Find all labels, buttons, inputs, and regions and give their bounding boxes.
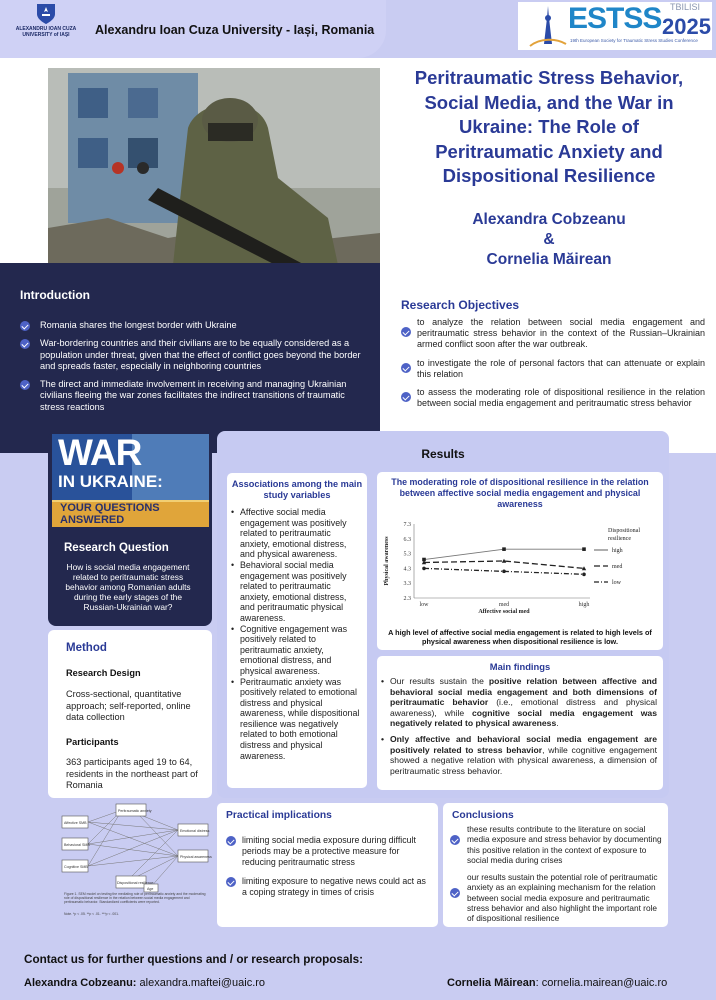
chart-caption: A high level of affective social media engagement is related to high levels of physical awareness when dispositional resilience is low. — [388, 628, 652, 647]
participants-text: 363 participants aged 19 to 64, residents in the northeast part of Romania — [66, 757, 198, 790]
check-icon — [20, 380, 30, 390]
practical-item: limiting social media exposure during difficult periods may be a protective measure for reducing peritraumatic stress — [226, 835, 431, 867]
intro-item: War-bordering countries and their civilians are to be equally considered as a population under threat, given that the effect of conflict goes beyond the border and spreads faster, especially in neighboring countries — [20, 338, 370, 372]
chart-y-label: Physical awareness — [384, 536, 390, 586]
chart-y-tick-label: 4.3 — [403, 566, 411, 573]
associations-list — [231, 507, 361, 761]
chart-point-high — [582, 547, 586, 551]
legend-entry-high: high — [612, 548, 623, 554]
conference-logo-word: ESTSS — [568, 2, 662, 35]
chart-x-label: Affective social med — [478, 609, 530, 615]
research-question-title: Research Question — [64, 542, 169, 554]
diagram-note: Note. *p < .05. **p < .01. ***p < .001. — [64, 912, 119, 916]
participants-label: Participants — [66, 737, 119, 747]
chart-y-tick-label: 5.3 — [403, 551, 411, 558]
university-logo-text — [14, 26, 78, 38]
chart-y-tick-label: 7.3 — [403, 522, 411, 528]
war-in-ukraine-image — [52, 434, 209, 527]
contact-name-1: Alexandra Cobzeanu: — [24, 977, 137, 989]
chart-x-tick-label: low — [419, 602, 429, 608]
practical-implications-list — [226, 835, 431, 907]
check-icon — [226, 877, 236, 887]
objective-item: to assess the moderating role of dispositional resilience in the relation between social media engagement and peritraumatic stress behavior — [401, 387, 705, 409]
method-title: Method — [66, 642, 107, 654]
check-icon — [20, 339, 30, 349]
main-findings-title: Main findings — [489, 661, 551, 672]
practical-item: limiting exposure to negative news could act as a coping strategy in times of crisis — [226, 876, 431, 898]
diagram-node-anxiety: Peritraumatic anxiety — [118, 809, 152, 813]
diagram-node-age: Age — [147, 887, 154, 891]
logo-line-1: ALEXANDRU IOAN CUZA — [15, 26, 77, 32]
chart-y-tick-label: 3.3 — [403, 581, 411, 588]
conference-year: 2025 — [662, 14, 711, 39]
objectives-list — [401, 317, 705, 416]
introduction-list — [20, 320, 370, 420]
conference-city: TBILISI — [670, 2, 701, 12]
association-item: • Peritraumatic anxiety was positively related to emotional distress and physical awareness, while dispositional resilience was negatively related to both emotional distress and physical awareness. — [231, 677, 361, 762]
legend-title-line-1: Dispositional — [608, 528, 641, 534]
association-item: • Cognitive engagement was positively related to peritraumatic anxiety, emotional distress, and physical awareness. — [231, 624, 361, 677]
legend-title-line-2: resilience — [608, 536, 631, 542]
association-item: • Affective social media engagement was positively related to peritraumatic anxiety, emotional distress, and physical awareness. — [231, 507, 361, 560]
conclusion-item: these results contribute to the literature on social media exposure and stress behavior by documenting this positive relation in the context of exposure to social media during crises — [450, 824, 662, 865]
objectives-title: Research Objectives — [401, 298, 520, 312]
check-icon — [401, 327, 411, 337]
crest-icon — [35, 2, 57, 26]
author-block — [400, 210, 698, 270]
war-image-line3: YOUR QUESTIONS — [60, 502, 160, 514]
check-icon — [20, 321, 30, 331]
legend-entry-low: low — [612, 580, 621, 586]
diagram-caption: Figure 1. SEM model on testing the mediating role of peritraumatic anxiety and the moderating role of dispositional resilience in the relation between social media engagement and peritraumatic behavior. Standardized coefficients were reported. — [64, 892, 206, 904]
check-icon — [226, 836, 236, 846]
diagram-node-affective: Affective SMB — [64, 821, 87, 825]
contact-name-2: Cornelia Măirean — [447, 977, 536, 989]
contact-email-1[interactable]: alexandra.maftei@uaic.ro — [136, 977, 266, 989]
chart-point-low — [502, 570, 506, 574]
finding-item: • Our results sustain the positive relation between affective and behavioral social media engagement and both dimensions of peritraumatic behavior (i.e., emotional distress and physical awareness), while cognitive social media engagement was negatively related to physical awareness. — [381, 676, 657, 729]
university-logo — [14, 2, 78, 50]
check-icon — [450, 888, 460, 898]
chart-point-low — [422, 567, 426, 571]
research-design-label: Research Design — [66, 668, 141, 678]
diagram-node-resilience: Dispositional resilience — [117, 881, 154, 885]
author-2: Cornelia Măirean — [486, 251, 612, 268]
chart-x-tick-label: med — [498, 602, 510, 608]
main-findings-list — [381, 676, 657, 781]
legend-entry-med: med — [612, 564, 623, 570]
diagram-node-physical: Physical awareness — [180, 855, 212, 859]
chart-y-tick-label: 6.3 — [403, 536, 411, 543]
research-question-text: How is social media engagement related to peritraumatic stress behavior among Romanian adults during the early stages of the Russian-Ukrainian war? — [65, 562, 191, 612]
contact-alexandra — [24, 977, 265, 989]
diagram-node-behavioral: Behavioral SMB — [64, 843, 90, 847]
author-1: Alexandra Cobzeanu — [472, 211, 626, 228]
practical-implications-title: Practical implications — [226, 810, 332, 821]
university-name: Alexandru Ioan Cuza University - Iași, Romania — [95, 23, 375, 37]
associations-title: Associations among the main study variables — [231, 479, 363, 500]
check-icon — [401, 363, 411, 373]
chart-point-high — [502, 547, 506, 551]
conclusions-list — [450, 824, 662, 931]
contact-email-2[interactable]: : cornelia.mairean@uaic.ro — [535, 977, 668, 989]
association-item: • Behavioral social media engagement was positively related to peritraumatic anxiety, emotional distress, and peritraumatic physical awareness. — [231, 560, 361, 624]
conclusion-item: our results sustain the potential role of peritraumatic anxiety as an explaining mechanism for the relation between social media exposure and peritraumatic stress behavior and also highlight the important role of dispositional resilience — [450, 872, 662, 923]
intro-item: Romania shares the longest border with Ukraine — [20, 320, 370, 331]
check-icon — [450, 835, 460, 845]
diagram-node-emotional: Emotional distress — [180, 829, 210, 833]
sem-diagram — [60, 800, 212, 918]
introduction-title: Introduction — [20, 288, 90, 302]
logo-line-2: UNIVERSITY of IAŞI — [22, 32, 70, 38]
finding-item: • Only affective and behavioral social media engagement are positively related to stress behavior, while cognitive engagement showed a negative relation with physical awareness, a dimension of peritraumatic stress behavior. — [381, 734, 657, 776]
objective-item: to analyze the relation between social media engagement and peritraumatic stress behavior in the context of the Russian–Ukrainian armed conflict soon after the war outbreak. — [401, 317, 705, 351]
chart-y-tick-label: 2.3 — [403, 596, 411, 602]
objective-item: to investigate the role of personal factors that can attenuate or explain this relation — [401, 358, 705, 380]
tower-icon — [528, 4, 568, 48]
results-title: Results — [421, 447, 465, 461]
check-icon — [401, 392, 411, 402]
intro-item: The direct and immediate involvement in receiving and managing Ukrainian civilians fleeing the war zones facilitates the indirect transitions of traumatic stress reactions — [20, 379, 370, 413]
war-image-word: WAR — [58, 434, 142, 473]
chart-title: The moderating role of dispositional resilience in the relation between affective social media engagement and physical awareness — [391, 477, 649, 509]
war-image-line4: ANSWERED — [60, 514, 125, 526]
contact-cornelia — [447, 977, 667, 989]
conference-subtitle: 19th European Society for Traumatic Stress Studies Conference — [570, 38, 698, 43]
chart-x-tick-label: high — [578, 602, 590, 608]
conclusions-title: Conclusions — [452, 810, 514, 821]
research-design-text: Cross-sectional, quantitative approach; self-reported, online data collection — [66, 689, 191, 722]
poster-title: Peritraumatic Stress Behavior, Social Media, and the War in Ukraine: The Role of Peritraumatic Anxiety and Dispositional Resilience — [414, 67, 684, 186]
chart-point-low — [582, 573, 586, 577]
war-image-line2: IN UKRAINE: — [58, 472, 163, 491]
diagram-node-cognitive: Cognitive SMB — [64, 865, 88, 869]
author-connector: & — [543, 231, 555, 248]
contact-heading: Contact us for further questions and / or research proposals: — [24, 953, 363, 966]
moderation-chart — [380, 516, 660, 620]
